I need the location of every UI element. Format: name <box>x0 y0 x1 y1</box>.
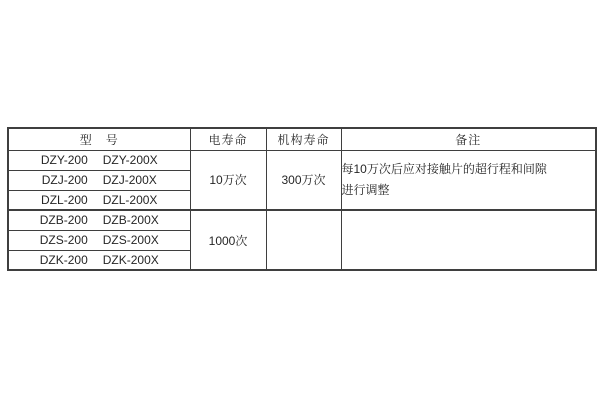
table-row <box>8 150 596 170</box>
electrical-life-group2-cell: 1000次 <box>190 210 266 270</box>
mechanism-life-column-header: 机构寿命 <box>266 128 341 150</box>
remark-text-line: 进行调整 <box>341 182 390 197</box>
model-code: DZL-200 <box>41 192 88 207</box>
remarks-group2-cell <box>341 210 596 270</box>
table-header-row <box>8 128 596 150</box>
remarks-group1-cell <box>341 150 596 210</box>
model-code: DZJ-200 <box>41 173 88 187</box>
electrical-life-group1-cell: 10万次 <box>190 150 266 210</box>
mechanism-life-group2-cell <box>266 210 341 270</box>
electrical-life-column-header: 电寿命 <box>190 128 266 150</box>
model-code: DZB-200X <box>102 213 159 228</box>
model-code: DZS-200 <box>39 233 88 247</box>
model-cell-dzk <box>8 250 190 270</box>
remarks-column-header: 备注 <box>341 128 596 150</box>
model-code: DZY-200X <box>102 153 158 167</box>
model-cell-dzl <box>8 190 190 210</box>
relay-spec-table <box>7 127 597 271</box>
remark-text-line: 每10万次后应对接触片的超行程和间隙 <box>341 161 547 176</box>
model-cell-dzb <box>8 210 190 230</box>
model-code: DZB-200 <box>39 213 88 228</box>
model-column-header: 型 号 <box>8 128 190 150</box>
mechanism-life-group1-cell: 300万次 <box>266 150 341 210</box>
model-cell-dzs <box>8 230 190 250</box>
model-code: DZK-200 <box>39 252 88 267</box>
relay-spec-table-container <box>7 127 597 271</box>
model-cell-dzj <box>8 170 190 190</box>
model-code: DZS-200X <box>102 233 159 247</box>
model-code: DZK-200X <box>102 252 159 267</box>
model-code: DZY-200 <box>40 153 88 167</box>
table-row <box>8 210 596 230</box>
model-code: DZL-200X <box>102 192 158 207</box>
model-code: DZJ-200X <box>102 173 157 187</box>
model-cell-dzy <box>8 150 190 170</box>
